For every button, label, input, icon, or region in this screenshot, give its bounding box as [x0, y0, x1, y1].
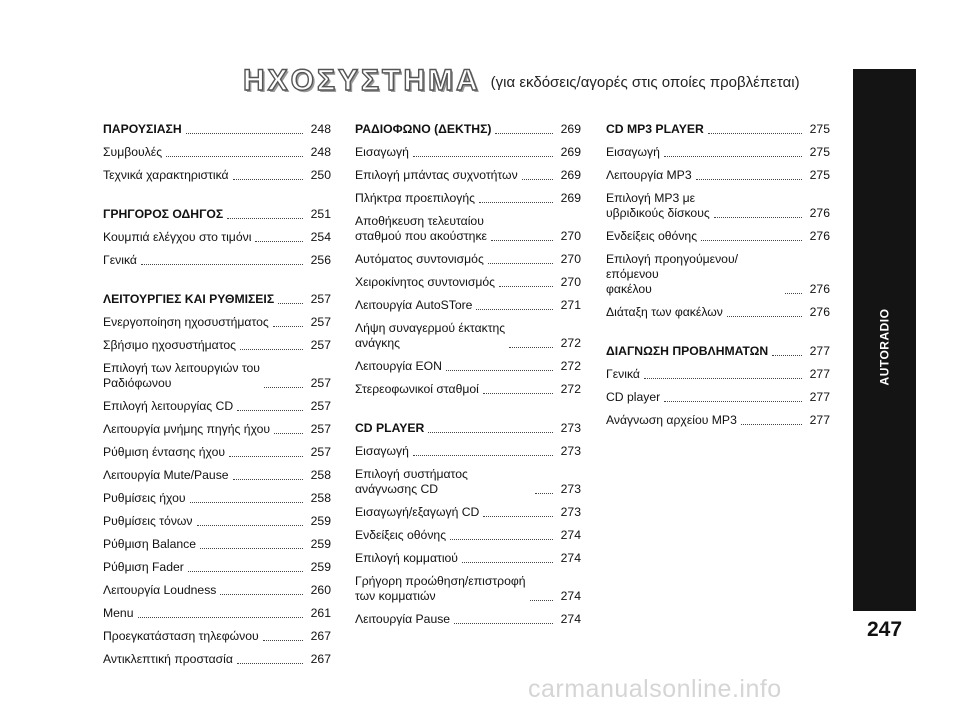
toc-entry[interactable]	[606, 229, 830, 244]
toc-entry-page: 257	[310, 292, 331, 306]
toc-entry[interactable]	[103, 652, 331, 667]
toc-entry[interactable]	[103, 399, 331, 414]
toc-entry-label: Επιλογή συστήματος ανάγνωσης CD	[355, 467, 468, 496]
toc-leader-dots	[413, 156, 553, 157]
toc-leader-dots	[509, 347, 553, 348]
toc-leader-dots	[240, 349, 303, 350]
toc-leader-dots	[483, 393, 553, 394]
toc-entry-label: Ανάγνωση αρχείου MP3	[606, 413, 737, 427]
toc-entry[interactable]	[606, 367, 830, 382]
toc-entry-label: CD player	[606, 390, 661, 404]
toc-entry-page: 273	[560, 482, 581, 496]
toc-section-heading[interactable]	[606, 122, 830, 137]
toc-entry[interactable]	[355, 191, 581, 206]
toc-entry-page: 270	[560, 275, 581, 289]
toc-entry-page: 277	[809, 344, 830, 358]
toc-leader-dots	[701, 240, 802, 241]
toc-leader-dots	[491, 240, 553, 241]
toc-entry-page: 274	[560, 612, 581, 626]
toc-entry[interactable]	[103, 253, 331, 268]
toc-entry-label: Διάταξη των φακέλων	[606, 305, 723, 319]
toc-leader-dots	[664, 156, 802, 157]
toc-entry[interactable]	[355, 505, 581, 520]
toc-entry-label: ΛΕΙΤΟΥΡΓΙΕΣ ΚΑΙ ΡΥΘΜΙΣΕΙΣ	[103, 292, 275, 306]
toc-entry[interactable]	[606, 252, 830, 297]
toc-entry-label: Σβήσιμο ηχοσυστήματος	[103, 338, 237, 352]
toc-leader-dots	[138, 617, 304, 618]
toc-entry-label: Επιλογή λειτουργίας CD	[103, 399, 234, 413]
toc-entry-label: Επιλογή των λειτουργιών του Ραδιόφωνου	[103, 361, 260, 390]
toc-entry[interactable]	[606, 168, 830, 183]
toc-column-3	[606, 122, 830, 436]
toc-leader-dots	[237, 663, 303, 664]
toc-entry-page: 248	[310, 122, 331, 136]
toc-leader-dots	[664, 401, 802, 402]
toc-entry-page: 273	[560, 421, 581, 435]
toc-entry-page: 254	[310, 230, 331, 244]
toc-entry-page: 267	[310, 629, 331, 643]
toc-entry[interactable]	[103, 629, 331, 644]
toc-leader-dots	[273, 326, 303, 327]
toc-entry[interactable]	[103, 491, 331, 506]
toc-entry-label: Ενδείξεις οθόνης	[355, 528, 447, 542]
toc-entry-page: 277	[809, 390, 830, 404]
toc-entry-label: ΔΙΑΓΝΩΣΗ ΠΡΟΒΛΗΜΑΤΩΝ	[606, 344, 769, 358]
toc-section-heading[interactable]	[606, 344, 830, 359]
toc-entry-label: Εισαγωγή	[355, 444, 409, 458]
toc-leader-dots	[530, 600, 553, 601]
toc-section-heading[interactable]	[103, 122, 331, 137]
toc-entry[interactable]	[103, 445, 331, 460]
toc-entry[interactable]	[355, 528, 581, 543]
toc-entry[interactable]	[355, 382, 581, 397]
toc-entry[interactable]	[355, 467, 581, 497]
toc-entry[interactable]	[355, 252, 581, 267]
page-number: 247	[866, 618, 903, 641]
toc-leader-dots	[233, 479, 303, 480]
toc-entry-label: Ενδείξεις οθόνης	[606, 229, 698, 243]
toc-leader-dots	[483, 516, 553, 517]
toc-entry[interactable]	[355, 321, 581, 351]
toc-entry-label: Λειτουργία Mute/Pause	[103, 468, 229, 482]
toc-entry-label: Λειτουργία MP3	[606, 168, 692, 182]
toc-entry-label: Επιλογή μπάντας συχνοτήτων	[355, 168, 518, 182]
page-header	[243, 62, 800, 96]
toc-entry-page: 270	[560, 229, 581, 243]
toc-entry[interactable]	[103, 338, 331, 353]
toc-leader-dots	[237, 410, 303, 411]
toc-entry[interactable]	[606, 413, 830, 428]
toc-entry-page: 269	[560, 145, 581, 159]
toc-entry-label: Αυτόματος συντονισμός	[355, 252, 484, 266]
toc-section-heading[interactable]	[103, 207, 331, 222]
toc-entry-label: Προεγκατάσταση τηλεφώνου	[103, 629, 259, 643]
toc-leader-dots	[229, 456, 303, 457]
toc-entry[interactable]	[103, 583, 331, 598]
toc-entry[interactable]	[103, 145, 331, 160]
toc-entry-page: 270	[560, 252, 581, 266]
toc-leader-dots	[454, 623, 553, 624]
toc-entry-label: Λειτουργία μνήμης πηγής ήχου	[103, 422, 271, 436]
toc-leader-dots	[488, 263, 553, 264]
toc-entry-label: Εισαγωγή	[606, 145, 660, 159]
toc-entry-label: Λειτουργία Pause	[355, 612, 451, 626]
toc-entry-page: 260	[310, 583, 331, 597]
toc-entry-label: ΓΡΗΓΟΡΟΣ ΟΔΗΓΟΣ	[103, 207, 224, 221]
toc-entry[interactable]	[103, 560, 331, 575]
toc-leader-dots	[476, 309, 553, 310]
toc-entry-label: Ρύθμιση Fader	[103, 560, 184, 574]
toc-entry-label: Ρυθμίσεις τόνων	[103, 514, 193, 528]
toc-leader-dots	[190, 502, 303, 503]
toc-entry-page: 275	[809, 122, 830, 136]
toc-entry[interactable]	[355, 444, 581, 459]
toc-entry[interactable]	[606, 191, 830, 221]
toc-leader-dots	[413, 455, 553, 456]
chapter-side-label-text: AUTORADIO	[877, 308, 892, 386]
page-subtitle: (για εκδόσεις/αγορές στις οποίες προβλέπεται)	[490, 74, 800, 91]
toc-entry[interactable]	[103, 468, 331, 483]
toc-leader-dots	[141, 264, 303, 265]
toc-entry-label: Γενικά	[103, 253, 137, 267]
toc-entry-page: 276	[809, 206, 830, 220]
page-title: ΗΧΟΣΥΣΤΗΜΑ	[243, 64, 481, 97]
toc-entry-label: Λειτουργία AutoSTore	[355, 298, 473, 312]
toc-entry-page: 274	[560, 551, 581, 565]
toc-leader-dots	[197, 525, 303, 526]
toc-column-2	[355, 122, 581, 635]
watermark: carmanualsonline.info	[528, 675, 782, 703]
toc-entry-page: 273	[560, 505, 581, 519]
toc-entry-page: 257	[310, 338, 331, 352]
toc-section-heading[interactable]	[103, 292, 331, 307]
toc-entry[interactable]	[355, 214, 581, 244]
toc-entry-label: Αποθήκευση τελευταίου σταθμού που ακούστηκε	[355, 214, 487, 243]
toc-entry-page: 257	[310, 445, 331, 459]
toc-entry[interactable]	[355, 612, 581, 627]
toc-leader-dots	[166, 156, 303, 157]
toc-entry-page: 273	[560, 444, 581, 458]
toc-entry-page: 274	[560, 528, 581, 542]
toc-leader-dots	[535, 493, 553, 494]
toc-entry-label: Αντικλεπτική προστασία	[103, 652, 233, 666]
toc-entry[interactable]	[103, 514, 331, 529]
toc-entry-label: ΠΑΡΟΥΣΙΑΣΗ	[103, 122, 182, 136]
toc-entry-page: 271	[560, 298, 581, 312]
toc-entry-page: 269	[560, 191, 581, 205]
toc-entry[interactable]	[355, 574, 581, 604]
toc-entry-page: 248	[310, 145, 331, 159]
toc-entry-page: 274	[560, 589, 581, 603]
toc-entry[interactable]	[103, 168, 331, 183]
toc-entry-label: Επιλογή κομματιού	[355, 551, 458, 565]
toc-entry[interactable]	[103, 361, 331, 391]
toc-entry-page: 259	[310, 514, 331, 528]
toc-leader-dots	[264, 387, 303, 388]
toc-entry-page: 257	[310, 315, 331, 329]
toc-entry-label: Επιλογή προηγούμενου/επόμενου φακέλου	[606, 252, 739, 296]
toc-entry[interactable]	[606, 305, 830, 320]
toc-entry[interactable]	[103, 537, 331, 552]
toc-leader-dots	[741, 424, 802, 425]
toc-section-heading[interactable]	[355, 421, 581, 436]
toc-entry-page: 267	[310, 652, 331, 666]
toc-entry[interactable]	[103, 315, 331, 330]
toc-entry-page: 250	[310, 168, 331, 182]
toc-entry-page: 276	[809, 305, 830, 319]
toc-entry-page: 258	[310, 491, 331, 505]
toc-leader-dots	[200, 548, 303, 549]
toc-entry[interactable]	[355, 359, 581, 374]
toc-entry-page: 275	[809, 145, 830, 159]
toc-leader-dots	[446, 370, 553, 371]
toc-leader-dots	[186, 133, 303, 134]
toc-entry-label: Λειτουργία Loudness	[103, 583, 217, 597]
toc-entry-label: Λειτουργία EON	[355, 359, 442, 373]
toc-entry[interactable]	[355, 551, 581, 566]
toc-entry-label: Ενεργοποίηση ηχοσυστήματος	[103, 315, 269, 329]
toc-entry[interactable]	[355, 168, 581, 183]
toc-entry-label: Τεχνικά χαρακτηριστικά	[103, 168, 229, 182]
toc-entry-page: 261	[310, 606, 331, 620]
toc-leader-dots	[188, 571, 303, 572]
toc-leader-dots	[522, 179, 553, 180]
toc-entry-label: CD PLAYER	[355, 421, 425, 435]
toc-leader-dots	[499, 286, 553, 287]
toc-entry-page: 272	[560, 382, 581, 396]
toc-section-heading[interactable]	[355, 122, 581, 137]
toc-entry-page: 259	[310, 537, 331, 551]
toc-entry[interactable]	[355, 275, 581, 290]
toc-leader-dots	[450, 539, 553, 540]
toc-entry-label: Γρήγορη προώθηση/επιστροφή των κομματιών	[355, 574, 526, 603]
toc-leader-dots	[785, 293, 802, 294]
toc-entry-page: 269	[560, 168, 581, 182]
toc-entry[interactable]	[103, 606, 331, 621]
toc-entry-page: 277	[809, 413, 830, 427]
toc-entry[interactable]	[606, 145, 830, 160]
toc-entry-page: 276	[809, 229, 830, 243]
toc-entry-page: 256	[310, 253, 331, 267]
toc-entry[interactable]	[355, 145, 581, 160]
toc-leader-dots	[708, 133, 802, 134]
toc-entry-label: Εισαγωγή/εξαγωγή CD	[355, 505, 480, 519]
toc-entry-page: 272	[560, 359, 581, 373]
toc-entry-page: 269	[560, 122, 581, 136]
toc-entry-page: 276	[809, 282, 830, 296]
toc-leader-dots	[227, 218, 303, 219]
toc-entry-label: Ρύθμιση έντασης ήχου	[103, 445, 226, 459]
toc-leader-dots	[278, 303, 303, 304]
toc-entry-page: 257	[310, 376, 331, 390]
toc-entry[interactable]	[103, 422, 331, 437]
toc-entry-page: 272	[560, 336, 581, 350]
toc-entry-page: 275	[809, 168, 830, 182]
toc-entry-label: Επιλογή MP3 με υβριδικούς δίσκους	[606, 191, 710, 220]
chapter-side-label	[864, 308, 904, 386]
toc-entry[interactable]	[355, 298, 581, 313]
toc-entry-label: Γενικά	[606, 367, 640, 381]
toc-entry-label: Ρύθμιση Balance	[103, 537, 197, 551]
toc-entry-label: Λήψη συναγερμού έκτακτης ανάγκης	[355, 321, 506, 350]
toc-entry-page: 257	[310, 422, 331, 436]
toc-leader-dots	[644, 378, 802, 379]
toc-column-1	[103, 122, 331, 675]
toc-leader-dots	[263, 640, 303, 641]
toc-leader-dots	[479, 202, 553, 203]
toc-entry-page: 277	[809, 367, 830, 381]
toc-entry[interactable]	[103, 230, 331, 245]
toc-leader-dots	[462, 562, 553, 563]
toc-entry-label: Κουμπιά ελέγχου στο τιμόνι	[103, 230, 252, 244]
toc-entry-label: CD MP3 PLAYER	[606, 122, 704, 136]
toc-leader-dots	[727, 316, 802, 317]
toc-entry[interactable]	[606, 390, 830, 405]
toc-entry-label: Menu	[103, 606, 134, 620]
toc-entry-page: 259	[310, 560, 331, 574]
toc-entry-label: Συμβουλές	[103, 145, 163, 159]
toc-leader-dots	[714, 217, 802, 218]
toc-entry-page: 258	[310, 468, 331, 482]
toc-leader-dots	[772, 355, 802, 356]
toc-entry-label: Ρυθμίσεις ήχου	[103, 491, 186, 505]
toc-entry-label: ΡΑΔΙΟΦΩΝΟ (ΔΕΚΤΗΣ)	[355, 122, 492, 136]
toc-entry-label: Πλήκτρα προεπιλογής	[355, 191, 476, 205]
toc-entry-label: Εισαγωγή	[355, 145, 409, 159]
toc-entry-label: Στερεοφωνικοί σταθμοί	[355, 382, 479, 396]
toc-entry-label: Χειροκίνητος συντονισμός	[355, 275, 496, 289]
toc-leader-dots	[233, 179, 303, 180]
toc-leader-dots	[220, 594, 303, 595]
toc-leader-dots	[274, 433, 303, 434]
toc-leader-dots	[495, 133, 553, 134]
toc-leader-dots	[696, 179, 802, 180]
toc-leader-dots	[255, 241, 303, 242]
toc-entry-page: 251	[310, 207, 331, 221]
toc-leader-dots	[428, 432, 553, 433]
toc-entry-page: 257	[310, 399, 331, 413]
